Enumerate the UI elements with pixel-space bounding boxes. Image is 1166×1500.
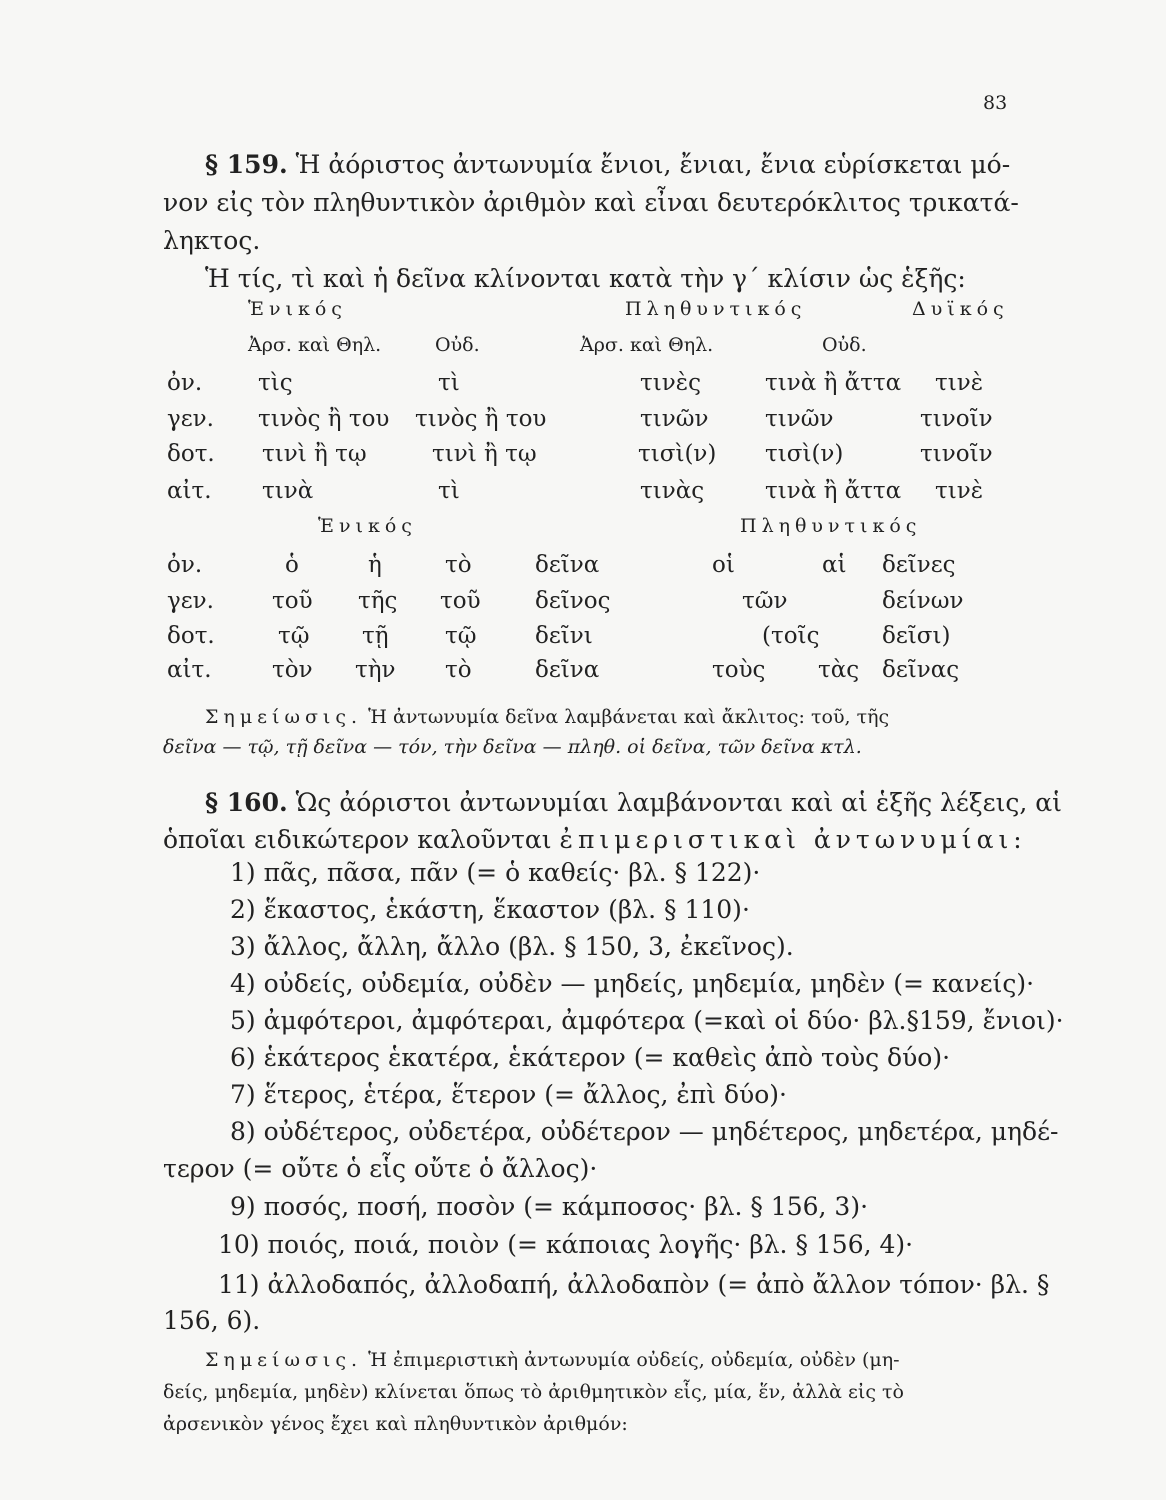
table1-row-case: ὀν. bbox=[167, 370, 203, 396]
list-item: 6) ἑκάτερος ἑκατέρα, ἑκάτερον (= καθεὶς ἀπὸ τοὺς δύο)· bbox=[230, 1043, 951, 1072]
note2-label: Σημείωσις. bbox=[205, 1349, 363, 1371]
table1-cell: τινὰ ἢ ἄττα bbox=[765, 370, 902, 396]
note1-text-1: Ἡ ἀντωνυμία δεῖνα λαμβάνεται καὶ ἄκλιτος: τοῦ, τῆς bbox=[368, 706, 890, 728]
section-159-text-1: Ἡ ἀόριστος ἀντωνυμία ἔνιοι, ἔνιαι, ἔνια εὑρίσκεται μό- bbox=[295, 150, 1011, 179]
table2-cell: τοῦ bbox=[272, 588, 313, 614]
note2-text-1: Ἡ ἐπιμεριστικὴ ἀντωνυμία οὐδείς, οὐδεμία, οὐδὲν (μη- bbox=[368, 1349, 900, 1371]
table1-cell: τινοῖν bbox=[920, 406, 993, 432]
table2-cell: οἱ bbox=[712, 552, 735, 578]
table2-cell: δεῖνας bbox=[882, 657, 960, 683]
table2-cell: τῶν bbox=[742, 588, 788, 614]
table2-cell: δεῖνι bbox=[535, 623, 593, 649]
table2-head-plural: Πληθυντικός bbox=[740, 515, 922, 537]
page-number: 83 bbox=[983, 92, 1008, 114]
list-item-continuation: 156, 6). bbox=[163, 1306, 261, 1335]
table2-cell: τὸν bbox=[272, 657, 313, 683]
table1-cell: τινὲ bbox=[935, 478, 984, 504]
list-item: 11) ἀλλοδαπός, ἀλλοδαπή, ἀλλοδαπὸν (= ἀπὸ ἄλλον τόπον· βλ. § bbox=[218, 1270, 1050, 1299]
table2-cell: τῷ bbox=[445, 623, 477, 649]
table1-cell: τινὶ ἢ τῳ bbox=[432, 441, 537, 467]
section-159-line-2: νον εἰς τὸν πληθυντικὸν ἀριθμὸν καὶ εἶναι δευτερόκλιτος τρικατά- bbox=[163, 188, 1019, 217]
table1-cell: τὶ bbox=[438, 370, 460, 396]
table2-row-case: ὀν. bbox=[167, 552, 203, 578]
table1-sub-mf2: Ἀρσ. καὶ Θηλ. bbox=[580, 334, 714, 356]
table1-head-dual: Δυϊκός bbox=[912, 298, 1009, 320]
section-160-number: § 160. bbox=[205, 788, 288, 817]
table1-head-plural: Πληθυντικός bbox=[625, 298, 807, 320]
section-160-text-2a: ὁποῖαι ειδικώτερον καλοῦνται bbox=[163, 825, 552, 854]
table2-cell: δεῖσι) bbox=[882, 623, 951, 649]
table1-cell: τινὲ bbox=[935, 370, 984, 396]
table1-row-case: δοτ. bbox=[167, 441, 215, 467]
note2-line-1 bbox=[205, 1348, 900, 1372]
table2-row-case: γεν. bbox=[167, 588, 214, 614]
section-159-line-4: Ἡ τίς, τὶ καὶ ἡ δεῖνα κλίνονται κατὰ τὴν γ΄ κλίσιν ὡς ἑξῆς: bbox=[205, 264, 966, 293]
table2-cell: τοὺς bbox=[712, 657, 766, 683]
table1-sub-n: Οὐδ. bbox=[435, 334, 480, 356]
table2-cell: τῆς bbox=[358, 588, 398, 614]
list-item: 7) ἕτερος, ἑτέρα, ἕτερον (= ἄλλος, ἐπὶ δύο)· bbox=[230, 1080, 787, 1109]
table2-cell: ἡ bbox=[368, 552, 382, 578]
table1-cell: τινὸς ἢ του bbox=[258, 406, 390, 432]
table1-cell: τινῶν bbox=[765, 406, 834, 432]
list-item-continuation: τερον (= οὔτε ὁ εἷς οὔτε ὁ ἄλλος)· bbox=[163, 1154, 598, 1183]
section-160-text-1: Ὡς ἀόριστοι ἀντωνυμίαι λαμβάνονται καὶ αἱ ἑξῆς λέξεις, αἱ bbox=[295, 788, 1062, 817]
table2-cell: τὴν bbox=[355, 657, 396, 683]
table2-cell: τὸ bbox=[445, 657, 472, 683]
note2-line-2: δείς, μηδεμία, μηδὲν) κλίνεται ὅπως τὸ ἀριθμητικὸν εἷς, μία, ἕν, ἀλλὰ εἰς τὸ bbox=[163, 1381, 904, 1403]
table1-sub-n2: Οὐδ. bbox=[822, 334, 867, 356]
table2-cell: δεῖνες bbox=[882, 552, 956, 578]
table1-cell: τινῶν bbox=[640, 406, 709, 432]
table2-cell: ὁ bbox=[285, 552, 299, 578]
section-160-line-1 bbox=[205, 788, 1062, 818]
table1-cell: τινὶ ἢ τῳ bbox=[262, 441, 367, 467]
list-item: 2) ἕκαστος, ἑκάστη, ἕκαστον (βλ. § 110)· bbox=[230, 895, 750, 924]
table2-row-case: δοτ. bbox=[167, 623, 215, 649]
list-item: 4) οὐδείς, οὐδεμία, οὐδὲν — μηδείς, μηδεμία, μηδὲν (= κανείς)· bbox=[230, 969, 1035, 998]
table2-cell: δεῖνα bbox=[535, 657, 600, 683]
section-159-number: § 159. bbox=[205, 150, 288, 179]
table2-cell: τῇ bbox=[362, 623, 389, 649]
list-item: 8) οὐδέτερος, οὐδετέρα, οὐδέτερον — μηδέτερος, μηδετέρα, μηδέ- bbox=[230, 1117, 1059, 1146]
table2-cell: δεῖνος bbox=[535, 588, 611, 614]
table1-sub-mf: Ἀρσ. καὶ Θηλ. bbox=[248, 334, 382, 356]
table1-cell: τὶς bbox=[258, 370, 293, 396]
section-160-line-2 bbox=[163, 825, 1027, 855]
list-item: 9) ποσός, ποσή, ποσὸν (= κάμποσος· βλ. § 156, 3)· bbox=[230, 1192, 869, 1221]
table1-cell: τινὰ ἢ ἄττα bbox=[765, 478, 902, 504]
table2-cell: δείνων bbox=[882, 588, 964, 614]
note1-line-2: δεῖνα — τῷ, τῇ δεῖνα — τόν, τὴν δεῖνα — πληθ. οἱ δεῖνα, τῶν δεῖνα κτλ. bbox=[163, 736, 862, 758]
list-item: 3) ἄλλος, ἄλλη, ἄλλο (βλ. § 150, 3, ἐκεῖνος). bbox=[230, 932, 794, 961]
table1-cell: τινὰ bbox=[262, 478, 314, 504]
table2-head-singular: Ἑνικός bbox=[318, 515, 417, 537]
table2-cell: τὰς bbox=[818, 657, 860, 683]
table1-cell: τινὸς ἢ του bbox=[415, 406, 547, 432]
table2-cell: δεῖνα bbox=[535, 552, 600, 578]
table1-head-singular: Ἑνικός bbox=[248, 298, 347, 320]
section-160-text-2b: ἐπιμεριστικαὶ ἀντωνυμίαι: bbox=[559, 825, 1027, 854]
list-item: 5) ἀμφότεροι, ἀμφότεραι, ἀμφότερα (=καὶ οἱ δύο· βλ.§159, ἔνιοι)· bbox=[230, 1006, 1064, 1035]
section-159-line-1 bbox=[205, 150, 1010, 180]
table1-cell: τινὰς bbox=[640, 478, 705, 504]
note1-line-1 bbox=[205, 705, 889, 729]
table2-cell: αἱ bbox=[822, 552, 847, 578]
table1-cell: τινὲς bbox=[640, 370, 701, 396]
note2-line-3: ἀρσενικὸν γένος ἔχει καὶ πληθυντικὸν ἀριθμόν: bbox=[163, 1413, 628, 1435]
list-item: 10) ποιός, ποιά, ποιὸν (= κάποιας λογῆς· βλ. § 156, 4)· bbox=[218, 1230, 914, 1259]
list-item: 1) πᾶς, πᾶσα, πᾶν (= ὁ καθείς· βλ. § 122)· bbox=[230, 858, 761, 887]
table2-cell: τὸ bbox=[445, 552, 472, 578]
table1-cell: τισὶ(ν) bbox=[765, 441, 844, 467]
table2-cell: (τοῖς bbox=[762, 623, 820, 649]
table2-cell: τῷ bbox=[278, 623, 310, 649]
table1-cell: τινοῖν bbox=[920, 441, 993, 467]
table1-row-case: γεν. bbox=[167, 406, 214, 432]
table1-row-case: αἰτ. bbox=[167, 478, 212, 504]
table1-cell: τισὶ(ν) bbox=[638, 441, 717, 467]
section-159-line-3: ληκτος. bbox=[163, 226, 261, 255]
table2-cell: τοῦ bbox=[440, 588, 481, 614]
note1-label: Σημείωσις. bbox=[205, 706, 363, 728]
table2-row-case: αἰτ. bbox=[167, 657, 212, 683]
table1-cell: τὶ bbox=[438, 478, 460, 504]
